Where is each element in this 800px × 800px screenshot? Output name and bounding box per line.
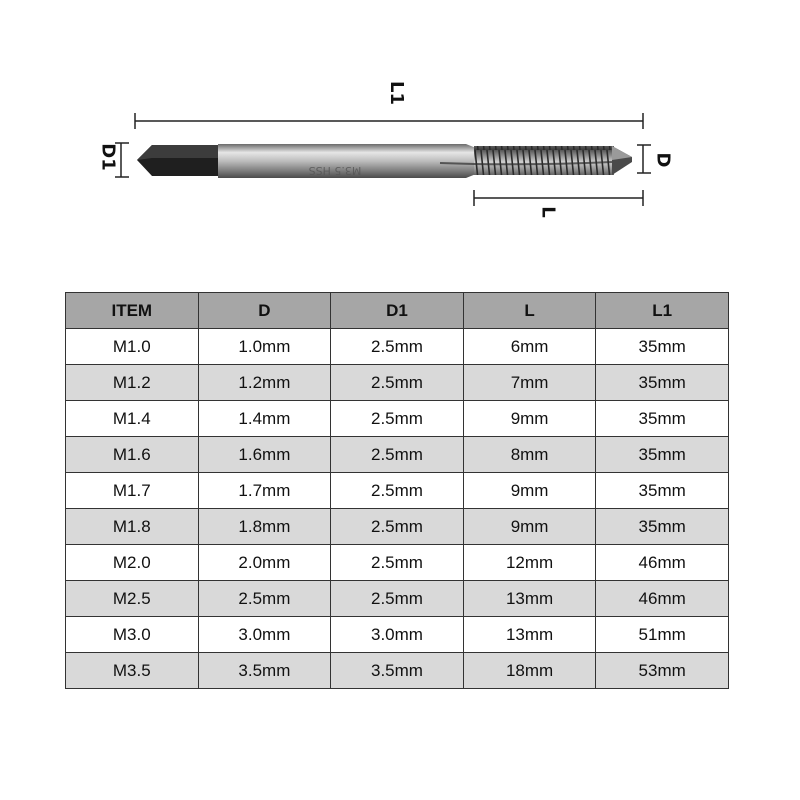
cell-l1: 53mm [596,653,729,689]
l1-label: L1 [386,81,407,105]
cell-item: M3.0 [66,617,199,653]
cell-l1: 35mm [596,401,729,437]
d-label: D [652,152,674,168]
cell-d1: 2.5mm [331,545,464,581]
cell-d: 3.5mm [198,653,331,689]
cell-l: 9mm [463,401,596,437]
cell-l1: 51mm [596,617,729,653]
table-row [66,509,729,545]
tap-size-table [65,292,729,689]
cell-l1: 46mm [596,545,729,581]
table-row [66,473,729,509]
cell-item: M3.5 [66,653,199,689]
table-header-row [66,293,729,329]
table-row [66,545,729,581]
cell-d: 1.6mm [198,437,331,473]
cell-d1: 2.5mm [331,509,464,545]
cell-l: 18mm [463,653,596,689]
cell-d1: 2.5mm [331,437,464,473]
tap-body [137,144,632,178]
table-row [66,401,729,437]
cell-l1: 35mm [596,473,729,509]
cell-d1: 2.5mm [331,365,464,401]
table-row [66,329,729,365]
cell-d: 1.4mm [198,401,331,437]
cell-l: 13mm [463,581,596,617]
l-label: L [537,206,559,218]
cell-d: 2.5mm [198,581,331,617]
tap-drawing [0,0,800,240]
cell-d: 2.0mm [198,545,331,581]
cell-d1: 2.5mm [331,473,464,509]
cell-l: 12mm [463,545,596,581]
tap-dimension-diagram [0,0,800,240]
header-d1: D1 [331,293,464,329]
cell-item: M1.2 [66,365,199,401]
cell-d1: 2.5mm [331,329,464,365]
table-row [66,365,729,401]
header-item: ITEM [66,293,199,329]
cell-l1: 35mm [596,509,729,545]
cell-item: M1.8 [66,509,199,545]
cell-item: M1.0 [66,329,199,365]
l-dimension-line [474,190,643,206]
cell-d: 1.8mm [198,509,331,545]
header-l1: L1 [596,293,729,329]
cell-l: 6mm [463,329,596,365]
cell-l: 9mm [463,473,596,509]
shank-marking: M3.5 HSS [308,164,362,177]
cell-l1: 35mm [596,437,729,473]
header-l: L [463,293,596,329]
cell-item: M2.0 [66,545,199,581]
cell-item: M1.6 [66,437,199,473]
cell-d1: 3.5mm [331,653,464,689]
cell-d1: 2.5mm [331,401,464,437]
cell-d: 1.2mm [198,365,331,401]
table-row [66,437,729,473]
cell-d: 1.0mm [198,329,331,365]
d-dimension-line [637,145,651,173]
cell-l1: 35mm [596,365,729,401]
cell-item: M2.5 [66,581,199,617]
cell-d1: 2.5mm [331,581,464,617]
l1-dimension-line [135,113,643,129]
cell-item: M1.4 [66,401,199,437]
cell-l1: 35mm [596,329,729,365]
cell-l1: 46mm [596,581,729,617]
cell-item: M1.7 [66,473,199,509]
cell-l: 13mm [463,617,596,653]
table-row [66,617,729,653]
cell-l: 8mm [463,437,596,473]
cell-d1: 3.0mm [331,617,464,653]
cell-l: 9mm [463,509,596,545]
d1-label: D1 [97,143,119,171]
table-row [66,581,729,617]
cell-l: 7mm [463,365,596,401]
table-row [66,653,729,689]
cell-d: 3.0mm [198,617,331,653]
header-d: D [198,293,331,329]
cell-d: 1.7mm [198,473,331,509]
